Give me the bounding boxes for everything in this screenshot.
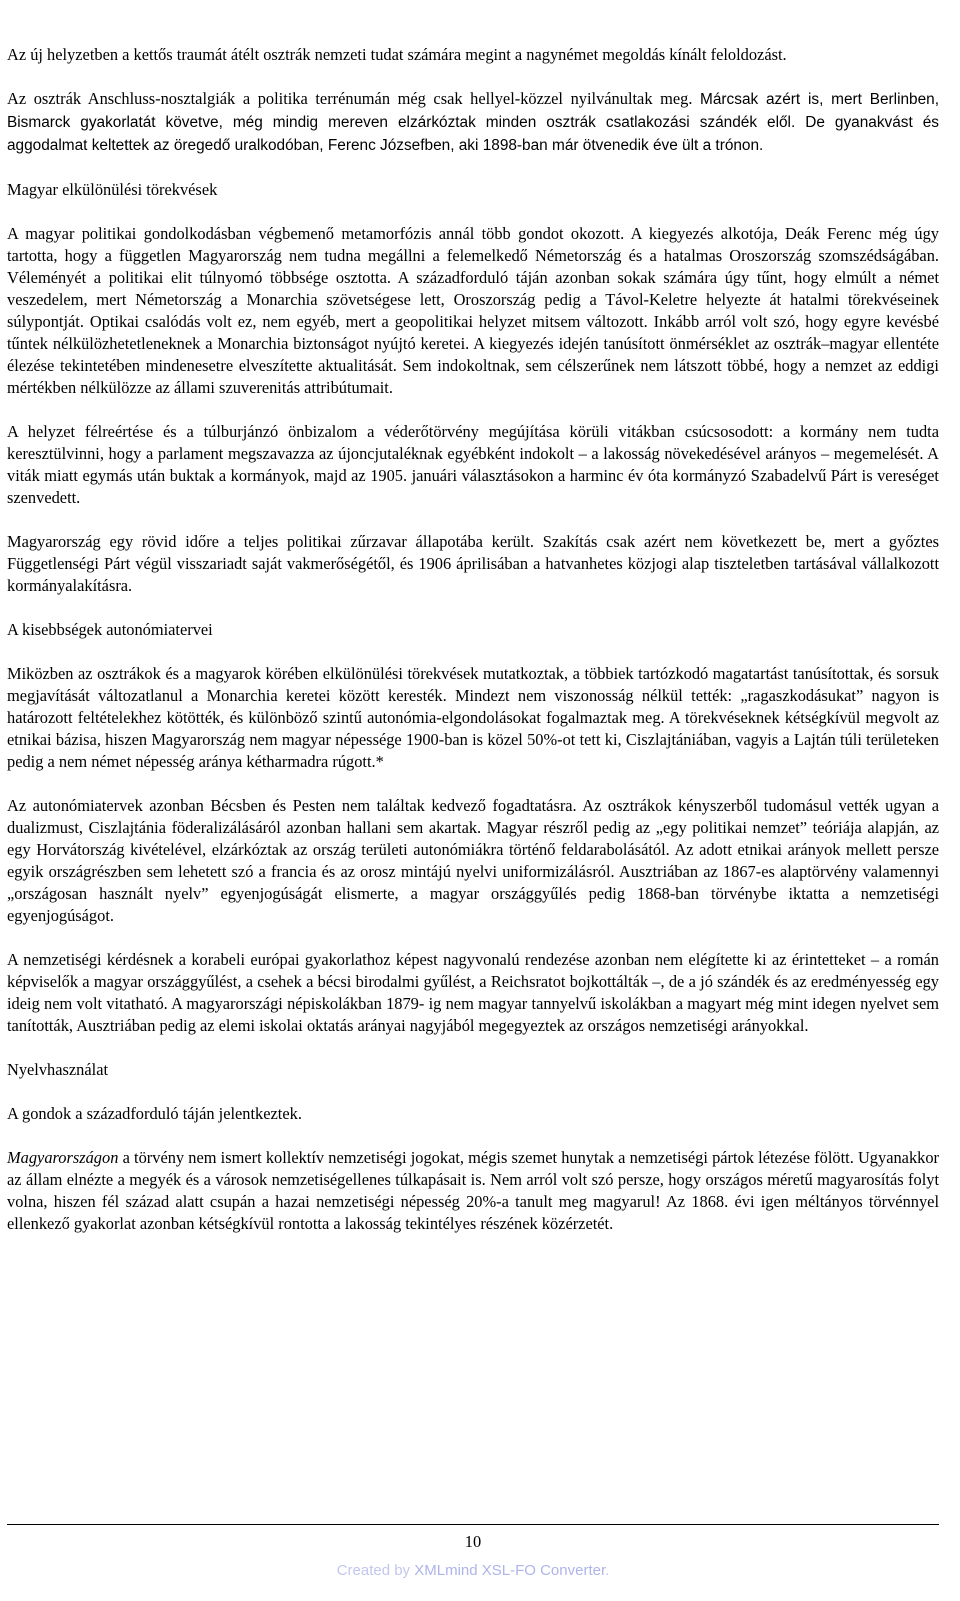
watermark-prefix: Created by [336,1562,415,1579]
footer-divider [7,1524,939,1525]
text-segment: Magyarország egy rövid időre a teljes politikai zűrzavar állapotába került. Szakítás csak azért nem következett be, mert a győztes Függetlenségi Párt végül visszariadt saját vakmerőségétől, és 1906 áprilisában a hatvanhetes közjogi alap tiszteletben tartásával vállalkozott kormányalakításra. [7,532,939,595]
paragraph [7,223,939,399]
text-segment: Az osztrák Anschluss-nosztalgiák a politika terrénumán még csak hellyel-közzel nyilvánultak meg. [7,89,701,108]
text-segment: Márcsak azért is, mert Berlinben, Bismarck gyakorlatát követve, még mindig mereven elzárkóztak minden osztrák csatlakozási szándék elől. De gyanakvást és aggodalmat keltettek az öregedő uralkodóban, Ferenc Józsefben, aki 1898-ban már ötvenedik éve ült a trónon. [7,91,940,154]
watermark-brand: XMLmind XSL-FO Converter [414,1562,606,1579]
text-segment: A gondok a századforduló táján jelentkeztek. [7,1104,302,1123]
paragraph [7,531,939,597]
section-heading [7,1059,939,1081]
converter-watermark [7,1562,939,1579]
paragraph [7,795,939,927]
document-body [7,44,939,1257]
paragraph [7,949,939,1037]
text-segment: A kisebbségek autonómiatervei [7,620,213,639]
text-segment: A helyzet félreértése és a túlburjánzó önbizalom a véderőtörvény megújítása körüli vitákban csúcsosodott: a kormány nem tudta keresztülvinni, hogy a parlament megszavazza az újoncjutaléknak egyébként indokolt – a lakosság növekedésével arányos – megemelését. A viták miatt egymás után buktak a kormányok, majd az 1905. januári választásokon a harminc év óta kormányzó Szabadelvű Párt is vereséget szenvedett. [7,422,939,507]
text-segment: Magyar elkülönülési törekvések [7,180,218,199]
watermark-suffix: . [605,1562,610,1579]
paragraph [7,1147,939,1235]
text-segment: A magyar politikai gondolkodásban végbemenő metamorfózis annál több gondot okozott. A kiegyezés alkotója, Deák Ferenc még úgy tartotta, hogy a független Magyarország nem tudna megállni a felemelkedő Németország és a hatalmas Oroszország szomszédságában. Véleményét a politikai elit túlnyomó többsége osztotta. A századforduló táján azonban sokak számára úgy tűnt, hogy elmúlt a német veszedelem, mert Németország a Monarchia szövetségese lett, Oroszország pedig a Távol-Keletre helyezte át hatalmi törekvéseinek súlypontját. Optikai csalódás volt ez, nem egyéb, mert a geopolitikai helyzet mitsem változott. Inkább arról volt szó, hogy egyre kevésbé tűntek nélkülözhetetleneknek a Monarchia biztonságot nyújtó keretei. A kiegyezés idején tanúsított önmérséklet az osztrák–magyar ellentéte élezése tekintetében mindenesetre elveszítette aktualitását. Sem indokoltnak, sem célszerűnek nem látszott többé, hogy a nemzet az eddigi mértékben nélkülözze az állami szuverenitás attribútumait. [7,224,939,397]
text-segment: Nyelvhasználat [7,1060,109,1079]
paragraph [7,88,939,157]
text-segment: Az új helyzetben a kettős traumát átélt osztrák nemzeti tudat számára megint a nagynémet megoldás kínált feloldozást. [7,45,787,64]
paragraph [7,44,939,66]
text-segment: A nemzetiségi kérdésnek a korabeli európai gyakorlathoz képest nagyvonalú rendezése azonban nem elégítette ki az érintetteket – a román képviselők a magyar országgyűlést, a csehek a bécsi birodalmi gyűlést, a Reichsratot bojkottálták –, de a jó szándék és az eredményesség egy ideig nem volt vitatható. A magyarországi népiskolákban 1879- ig nem magyar tannyelvű iskolákban a magyart még mint idegen nyelvet sem tanították, Ausztriában pedig az elemi iskolai oktatás arányai nagyjából megegyeztek az országos nemzetiségi arányokkal. [7,950,939,1035]
paragraph [7,663,939,773]
section-heading [7,179,939,201]
paragraph [7,421,939,509]
section-heading [7,619,939,641]
section-heading [7,1103,939,1125]
text-segment: a törvény nem ismert kollektív nemzetiségi jogokat, mégis szemet hunytak a nemzetiségi pártok létezése fölött. Ugyanakkor az állam elnézte a megyék és a városok nemzetiségellenes túlkapásait is. Nem arról volt szó persze, hogy országos méretű magyarosítás folyt volna, hiszen fél század alatt csupán a hazai nemzetiségi népesség 20%-a tanult meg magyarul! Az 1868. évi igen méltányos törvénnyel ellenkező gyakorlat azonban kétségkívül rontotta a lakosság tekintélyes részének közérzetét. [7,1148,939,1233]
page-number: 10 [464,1532,482,1551]
text-segment: Az autonómiatervek azonban Bécsben és Pesten nem találtak kedvező fogadtatásra. Az osztrákok kényszerből tudomásul vették ugyan a dualizmust, Ciszlajtánia föderalizálásáról azonban hallani sem akartak. Magyar részről pedig az „egy politikai nemzet” teóriája alapján, az egy Horvátország kivételével, elzárkóztak az ország területi autonómiákra történő feldarabolásától. Az adott etnikai arányok mellett persze egyik országrészben sem lehetett szó a francia és az orosz mintájú nyelvi uniformizálásról. Ausztriában az 1867-es alaptörvény valamennyi „országosan használt nyelv” egyenjogúságát elismerte, a magyar országgyűlés pedig 1868-ban törvénybe iktatta a nemzetiségi egyenjogúságot. [7,796,939,925]
document-page [7,0,939,1601]
text-segment: Magyarországon [7,1148,119,1167]
text-segment: Miközben az osztrákok és a magyarok körében elkülönülési törekvések mutatkoztak, a többiek tartózkodó magatartást tanúsítottak, és sorsuk megjavítását változatlanul a Monarchia keretei között keresték. Mindezt nem viszonosság nélkül tették: „ragaszkodásukat” nagyon is határozott feltételekhez kötötték, és különböző szintű autonómia-elgondolásokat fogalmaztak meg. A törekvéseknek kétségkívül megvolt az etnikai bázisa, hiszen Magyarország nem magyar népessége 1900-ban is közel 50%-ot tett ki, Ciszlajtániában, vagyis a Lajtán túli területeken pedig a nem német népesség aránya kétharmadra rúgott.* [7,664,939,771]
